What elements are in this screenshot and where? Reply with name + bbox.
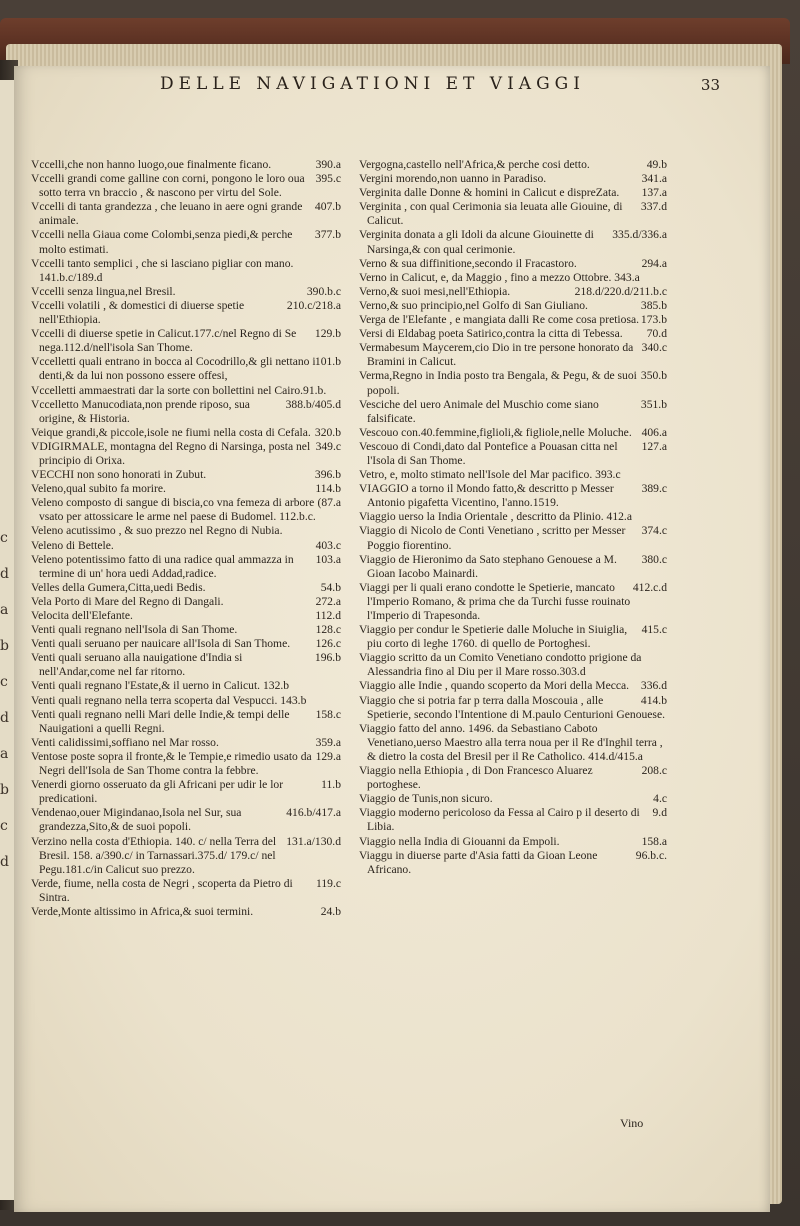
index-entry bbox=[359, 651, 667, 679]
entry-reference: 54.b bbox=[320, 580, 341, 594]
entry-text: Vergini morendo,non uanno in Paradiso. bbox=[359, 172, 547, 186]
entry-text: Viaggio per condur le Spetierie dalle Moluche in Siuiglia, piu corto di leghe 1760. di quello de Portoghesi. bbox=[359, 623, 628, 651]
index-entry bbox=[31, 694, 341, 708]
index-entry bbox=[359, 722, 667, 764]
index-entry bbox=[359, 341, 667, 369]
entry-text: Venti quali regnano nell'Isola di San Thome. bbox=[31, 623, 238, 637]
index-entry bbox=[359, 792, 667, 806]
entry-text: Vccelli volatili , & domestici di diuerse spetie nell'Ethiopia. bbox=[31, 298, 245, 327]
entry-reference: 389.c bbox=[641, 482, 667, 496]
entry-reference: 380.c bbox=[641, 552, 667, 566]
entry-reference: 395.c bbox=[315, 172, 341, 186]
index-column-left bbox=[31, 158, 341, 919]
index-entry bbox=[31, 581, 341, 595]
entry-text: Vescouo di Condi,dato dal Pontefice a Pouasan citta nel l'Isola di San Thome. bbox=[359, 439, 618, 467]
margin-letter: d bbox=[0, 710, 9, 726]
entry-reference: 196.b bbox=[314, 651, 341, 665]
entry-text: Vendenao,ouer Migindanao,Isola nel Sur, sua grandezza,Sito,& de suoi popoli. bbox=[31, 806, 242, 834]
entry-text: Viaggio di Nicolo de Conti Venetiano , scritto per Messer Poggio fiorentino. bbox=[359, 524, 626, 552]
entry-reference: 377.b bbox=[314, 228, 341, 242]
index-entry bbox=[359, 172, 667, 186]
entry-text: Veleno di Bettele. bbox=[31, 538, 114, 552]
entry-reference: 337.d bbox=[640, 200, 667, 214]
index-entry bbox=[359, 524, 667, 552]
index-entry bbox=[31, 158, 341, 172]
entry-text: Viaggio moderno pericoloso da Fessa al Cairo p il deserto di Libia. bbox=[359, 806, 640, 834]
entry-reference: 119.c bbox=[315, 876, 341, 890]
entry-reference: 415.c bbox=[641, 623, 667, 637]
entry-text: Viaggio che si potria far p terra dalla Moscouia , alle Spetierie, secondo l'Intentione di M.paulo Centurioni Genouese. bbox=[359, 693, 665, 721]
entry-text: Vccelli,che non hanno luogo,oue finalmente ficano. bbox=[31, 158, 272, 171]
index-entry bbox=[31, 595, 341, 609]
entry-reference: 390.a bbox=[315, 158, 341, 171]
index-entry bbox=[31, 539, 341, 553]
entry-text: Ventose poste sopra il fronte,& le Tempie,e rimedio usato da Negri dell'Isola de San Thome contra la febbre. bbox=[31, 749, 312, 778]
index-entry bbox=[31, 200, 341, 228]
entry-text: Velles della Gumera,Citta,uedi Bedis. bbox=[31, 580, 206, 594]
entry-reference: 137.a bbox=[641, 186, 667, 200]
entry-text: Viaggio de Hieronimo da Sato stephano Genouese a M. Gioan Iacobo Mainardi. bbox=[359, 552, 617, 580]
index-entry bbox=[359, 849, 667, 877]
index-entry bbox=[31, 285, 341, 299]
entry-text: Verginita , con qual Cerimonia sia leuata alle Giouine, di Calicut. bbox=[359, 200, 623, 228]
index-entry bbox=[359, 257, 667, 271]
index-entry bbox=[31, 468, 341, 482]
entry-reference: 320.b bbox=[314, 425, 341, 439]
margin-letter: d bbox=[0, 566, 9, 582]
index-entry bbox=[31, 172, 341, 200]
margin-letter: a bbox=[0, 746, 9, 762]
entry-reference: 127.a bbox=[641, 439, 667, 453]
entry-reference: 96.b.c. bbox=[635, 848, 667, 862]
entry-reference: 70.d bbox=[646, 327, 667, 341]
entry-reference: 173.b bbox=[640, 313, 667, 327]
entry-text: Venti calidissimi,soffiano nel Mar rosso. bbox=[31, 735, 219, 749]
entry-text: Viaggio alle Indie , quando scoperto da Mori della Mecca. bbox=[359, 679, 630, 693]
entry-text: Verma,Regno in India posto tra Bengala, & Pegu, & de suoi popoli. bbox=[359, 369, 637, 397]
index-entry bbox=[359, 186, 667, 200]
entry-reference: 390.b.c bbox=[306, 284, 341, 298]
entry-text: Vermabesum Maycerem,cio Dio in tre persone honorato da Bramini in Calicut. bbox=[359, 341, 634, 369]
margin-letters bbox=[0, 520, 14, 880]
page-number: 33 bbox=[700, 76, 720, 94]
index-entry bbox=[31, 806, 341, 834]
index-entry bbox=[31, 877, 341, 905]
entry-reference: 350.b bbox=[640, 369, 667, 383]
index-entry bbox=[31, 327, 341, 355]
index-entry bbox=[359, 271, 667, 285]
index-entry bbox=[359, 553, 667, 581]
index-entry bbox=[31, 299, 341, 327]
index-entry bbox=[31, 228, 341, 256]
entry-reference: 416.b/417.a bbox=[286, 806, 341, 820]
entry-text: Vccelli senza lingua,nel Bresil. bbox=[31, 284, 176, 298]
entry-text: Vccelli nella Giaua come Colombi,senza piedi,& perche molto estimati. bbox=[31, 228, 293, 256]
entry-text: Veleno,qual subito fa morire. bbox=[31, 482, 166, 496]
index-entry bbox=[31, 355, 341, 383]
entry-text: Verde,Monte altissimo in Africa,& suoi termini. bbox=[31, 904, 254, 918]
margin-letter: c bbox=[0, 530, 8, 546]
catchword: Vino bbox=[620, 1116, 644, 1130]
margin-letter: d bbox=[0, 854, 9, 870]
entry-text: Verginita donata a gli Idoli da alcune Giouinette di Narsinga,& con qual cerimonie. bbox=[359, 228, 594, 256]
index-entry bbox=[31, 623, 341, 637]
index-entry bbox=[359, 679, 667, 693]
index-entry bbox=[359, 835, 667, 849]
entry-reference: 351.b bbox=[640, 397, 667, 411]
entry-reference: 403.c bbox=[315, 538, 341, 552]
entry-text: Veleno potentissimo fatto di una radice qual ammazza in termine di un' hora uedi Addad,radice. bbox=[31, 552, 294, 580]
index-entry bbox=[359, 806, 667, 834]
entry-text: Vergogna,castello nell'Africa,& perche cosi detto. bbox=[359, 158, 590, 171]
entry-text: Venti quali regnano nella terra scoperta dal Vespucci. 143.b bbox=[31, 693, 307, 707]
entry-text: Vccelletti ammaestrati dar la sorte con bollettini nel Cairo.91.b. bbox=[31, 383, 327, 397]
entry-text: Verno,& suoi mesi,nell'Ethiopia. bbox=[359, 284, 511, 298]
entry-reference: (87.a bbox=[317, 496, 341, 510]
margin-letter: b bbox=[0, 638, 9, 654]
entry-reference: 9.d bbox=[652, 806, 667, 820]
entry-reference: 112.d bbox=[315, 609, 341, 622]
entry-reference: 114.b bbox=[315, 482, 341, 496]
entry-text: Veleno acutissimo , & suo prezzo nel Regno di Nubia. bbox=[31, 524, 283, 538]
entry-text: Venti quali regnano l'Estate,& il uerno in Calicut. 132.b bbox=[31, 679, 290, 693]
index-entry bbox=[359, 623, 667, 651]
index-entry bbox=[359, 426, 667, 440]
entry-text: Venti quali seruano per nauicare all'Isola di San Thome. bbox=[31, 637, 291, 651]
index-entry bbox=[359, 327, 667, 341]
index-entry bbox=[359, 764, 667, 792]
entry-text: Verde, fiume, nella costa de Negri , scoperta da Pietro di Sintra. bbox=[31, 876, 293, 904]
entry-reference: 24.b bbox=[320, 904, 341, 918]
entry-text: Viaggi per li quali erano condotte le Spetierie, mancato l'Imperio Romano, & prima che da Turchi fusse rouinato l'Imperio di Trapesonda. bbox=[359, 580, 631, 622]
entry-reference: 272.a bbox=[315, 594, 341, 608]
index-entry bbox=[359, 313, 667, 327]
entry-reference: 412.c.d bbox=[632, 580, 667, 594]
index-entry bbox=[359, 200, 667, 228]
index-entry bbox=[31, 524, 341, 538]
entry-text: Velocita dell'Elefante. bbox=[31, 609, 133, 622]
index-entry bbox=[31, 440, 341, 468]
index-entry bbox=[359, 299, 667, 313]
index-entry bbox=[359, 482, 667, 510]
entry-text: Vccelli di tanta grandezza , che leuano in aere ogni grande animale. bbox=[31, 200, 303, 228]
entry-text: Vccelli tanto semplici , che si lasciano pigliar con mano. 141.b.c/189.d bbox=[31, 256, 294, 284]
entry-text: Vela Porto di Mare del Regno di Dangali. bbox=[31, 594, 224, 608]
entry-reference: 335.d/336.a bbox=[612, 228, 667, 242]
index-entry bbox=[31, 835, 341, 877]
entry-reference: 374.c bbox=[641, 524, 667, 538]
entry-text: Viaggio nella India di Giouanni da Empoli. bbox=[359, 834, 560, 848]
entry-reference: 341.a bbox=[641, 172, 667, 186]
entry-text: Veique grandi,& piccole,isole ne fiumi nella costa di Cefala. bbox=[31, 425, 311, 439]
index-entry bbox=[359, 228, 667, 256]
entry-text: Verginita dalle Donne & homini in Calicut e dispreZata. bbox=[359, 186, 620, 200]
entry-text: Viaggu in diuerse parte d'Asia fatti da Gioan Leone Africano. bbox=[359, 848, 598, 876]
entry-text: Viaggio uerso la India Orientale , descritto da Plinio. 412.a bbox=[359, 510, 632, 524]
index-entry bbox=[359, 694, 667, 722]
margin-letter: b bbox=[0, 782, 9, 798]
entry-text: Versi di Eldabag poeta Satirico,contra la citta di Tebessa. bbox=[359, 327, 623, 341]
index-column-right bbox=[359, 158, 667, 877]
entry-reference: 349.c bbox=[315, 439, 341, 453]
index-entry bbox=[31, 553, 341, 581]
index-entry bbox=[31, 750, 341, 778]
index-entry bbox=[359, 285, 667, 299]
entry-reference: 128.c bbox=[315, 623, 341, 637]
entry-reference: 101.b bbox=[314, 355, 341, 369]
index-entry bbox=[31, 637, 341, 651]
index-entry bbox=[31, 736, 341, 750]
entry-reference: 407.b bbox=[314, 200, 341, 214]
index-entry bbox=[31, 426, 341, 440]
index-entry bbox=[359, 468, 667, 482]
entry-text: Vccelletto Manucodiata,non prende riposo, sua origine, & Historia. bbox=[31, 397, 250, 425]
entry-reference: 385.b bbox=[640, 298, 667, 312]
entry-text: Vccelli grandi come galline con corni, pongono le loro oua sotto terra vn braccio , & nascono per virtu del Sole. bbox=[31, 172, 305, 200]
entry-reference: 158.a bbox=[641, 834, 667, 848]
entry-text: Vccelletti quali entrano in bocca al Cocodrillo,& gli nettano i denti,& da lui non possono essere offesi, bbox=[31, 355, 316, 383]
index-entry bbox=[359, 510, 667, 524]
entry-text: Viaggio fatto del anno. 1496. da Sebastiano Caboto Venetiano,uerso Maestro alla terra noua per il Re d'Inghil terra , & dietro la costa del Bresil per il Re Catholico. 414.d/415.a bbox=[359, 721, 663, 763]
margin-letter: c bbox=[0, 674, 8, 690]
entry-reference: 49.b bbox=[646, 158, 667, 171]
running-head bbox=[160, 72, 720, 98]
entry-reference: 208.c bbox=[641, 764, 667, 778]
index-entry bbox=[31, 398, 341, 426]
index-entry bbox=[31, 496, 341, 524]
entry-text: Veleno composto di sangue di biscia,co vna femeza di arbore vsato per attossicare le arme nel paese di Budomel. 112.b.c. bbox=[31, 496, 316, 524]
entry-reference: 129.b bbox=[314, 327, 341, 341]
entry-reference: 336.d bbox=[640, 679, 667, 693]
entry-reference: 129.a bbox=[315, 749, 341, 763]
index-entry bbox=[359, 581, 667, 623]
entry-text: Viaggio nella Ethiopia , di Don Francesco Aluarez portoghese. bbox=[359, 764, 593, 792]
entry-reference: 158.c bbox=[315, 707, 341, 721]
entry-text: Vetro, e, molto stimato nell'Isole del Mar pacifico. 393.c bbox=[359, 468, 621, 482]
entry-reference: 414.b bbox=[640, 693, 667, 707]
margin-letter: a bbox=[0, 602, 9, 618]
index-entry bbox=[359, 440, 667, 468]
margin-letter: c bbox=[0, 818, 8, 834]
entry-reference: 406.a bbox=[641, 425, 667, 439]
entry-text: Vesciche del uero Animale del Muschio come siano falsificate. bbox=[359, 397, 599, 425]
index-entry bbox=[31, 778, 341, 806]
index-entry bbox=[31, 708, 341, 736]
entry-text: VDIGIRMALE, montagna del Regno di Narsinga, posta nel principio di Orixa. bbox=[31, 439, 311, 467]
entry-text: Verzino nella costa d'Ethiopia. 140. c/ nella Terra del Bresil. 158. a/390.c/ in Tarnassari.375.d/ 179.c/ nel Pegu.181.c/in Calicut suo prezzo. bbox=[31, 834, 277, 876]
entry-text: Verno in Calicut, e, da Maggio , fino a mezzo Ottobre. 343.a bbox=[359, 270, 640, 284]
entry-reference: 126.c bbox=[315, 637, 341, 651]
entry-text: Viaggio de Tunis,non sicuro. bbox=[359, 792, 493, 806]
entry-text: Verno,& suo principio,nel Golfo di San Giuliano. bbox=[359, 298, 588, 312]
entry-text: Venerdi giorno osseruato da gli Africani per udir le lor predicationi. bbox=[31, 778, 284, 806]
index-entry bbox=[31, 905, 341, 919]
entry-text: Verno & sua diffinitione,secondo il Fracastoro. bbox=[359, 256, 577, 270]
entry-reference: 218.d/220.d/211.b.c bbox=[574, 284, 667, 298]
entry-reference: 396.b bbox=[314, 468, 341, 482]
entry-text: Venti quali regnano nelli Mari delle Indie,& tempi delle Nauigationi a quelli Regni. bbox=[31, 707, 290, 735]
running-title: DELLE NAVIGATIONI ET VIAGGI bbox=[160, 74, 585, 94]
entry-reference: 388.b/405.d bbox=[285, 397, 341, 411]
entry-text: Vccelli di diuerse spetie in Calicut.177.c/nel Regno di Se nega.112.d/nell'isola San Thome. bbox=[31, 327, 297, 355]
entry-reference: 103.a bbox=[315, 552, 341, 566]
index-entry bbox=[359, 369, 667, 397]
entry-text: Vescouo con.40.femmine,figlioli,& figliole,nelle Moluche. bbox=[359, 425, 632, 439]
entry-text: Venti quali seruano alla nauigatione d'India si nell'Andar,come nel far ritorno. bbox=[31, 651, 243, 679]
index-entry bbox=[31, 384, 341, 398]
index-entry bbox=[359, 158, 667, 172]
entry-text: Verga de l'Elefante , e mangiata dalli Re come cosa pretiosa. bbox=[359, 313, 640, 327]
index-entry bbox=[31, 679, 341, 693]
index-entry bbox=[31, 651, 341, 679]
entry-reference: 359.a bbox=[315, 735, 341, 749]
entry-reference: 131.a/130.d bbox=[286, 834, 341, 848]
entry-text: Viaggio scritto da un Comito Venetiano condotto prigione da Alessandria fino al Diu per il Mare rosso.303.d bbox=[359, 651, 642, 679]
index-entry bbox=[31, 482, 341, 496]
index-entry bbox=[359, 398, 667, 426]
entry-reference: 11.b bbox=[321, 778, 341, 792]
entry-reference: 210.c/218.a bbox=[286, 298, 341, 312]
entry-text: VIAGGIO a torno il Mondo fatto,& descritto p Messer Antonio pigafetta Vicentino, l'anno.1519. bbox=[359, 482, 614, 510]
entry-reference: 294.a bbox=[641, 256, 667, 270]
index-entry bbox=[31, 609, 341, 623]
entry-text: VECCHI non sono honorati in Zubut. bbox=[31, 468, 207, 482]
entry-reference: 4.c bbox=[653, 792, 667, 806]
index-entry bbox=[31, 257, 341, 285]
entry-reference: 340.c bbox=[641, 341, 667, 355]
